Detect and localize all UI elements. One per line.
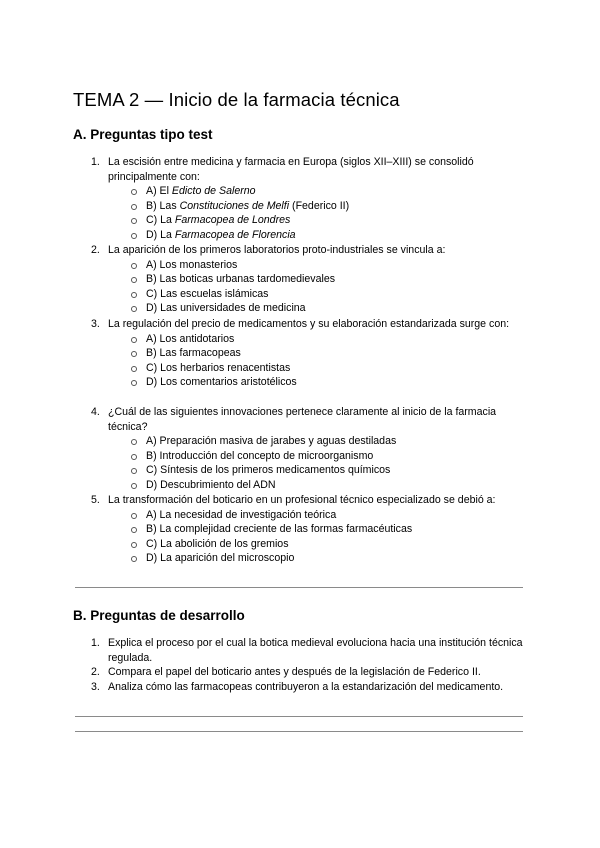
option-b: B) Introducción del concepto de microorganismo [128,449,531,464]
question-text: La transformación del boticario en un profesional técnico especializado se debió a: [108,494,496,506]
circle-bullet-icon [131,483,137,489]
circle-bullet-icon [131,233,137,239]
question-3 [91,317,531,390]
question-text: La regulación del precio de medicamentos y su elaboración estandarizada surge con: [108,318,510,330]
question-number: 1. [91,637,100,649]
circle-bullet-icon [131,542,137,548]
option-a: A) Los monasterios [128,258,531,273]
circle-bullet-icon [131,292,137,298]
option-c: C) La abolición de los gremios [128,537,531,552]
question-number: 3. [91,681,100,693]
options-list [91,434,531,492]
option-b: B) La complejidad creciente de las formas farmacéuticas [128,522,531,537]
question-number: 1. [91,156,100,168]
question-5 [91,493,531,566]
options-list [91,332,531,390]
circle-bullet-icon [131,277,137,283]
option-a: A) Preparación masiva de jarabes y aguas destiladas [128,434,531,449]
circle-bullet-icon [131,380,137,386]
answer-line-1 [75,716,523,717]
essay-question-1 [91,636,531,665]
option-a: A) La necesidad de investigación teórica [128,508,531,523]
essay-question-2 [91,665,531,680]
question-text: Compara el papel del boticario antes y después de la legislación de Federico II. [108,666,481,678]
circle-bullet-icon [131,204,137,210]
circle-bullet-icon [131,337,137,343]
circle-bullet-icon [131,556,137,562]
circle-bullet-icon [131,306,137,312]
question-number: 2. [91,244,100,256]
option-d: D) Descubrimiento del ADN [128,478,531,493]
option-d: D) Los comentarios aristotélicos [128,375,531,390]
question-1 [91,155,531,243]
question-text: Analiza cómo las farmacopeas contribuyeron a la estandarización del medicamento. [108,681,504,693]
option-b: B) Las Constituciones de Melfi (Federico II) [128,199,531,214]
circle-bullet-icon [131,468,137,474]
options-list [91,508,531,566]
option-b: B) Las boticas urbanas tardomedievales [128,272,531,287]
question-text: ¿Cuál de las siguientes innovaciones pertenece claramente al inicio de la farmacia técnica? [108,406,497,433]
option-b: B) Las farmacopeas [128,346,531,361]
circle-bullet-icon [131,218,137,224]
horizontal-divider [75,587,523,588]
options-list [91,258,531,316]
question-number: 3. [91,318,100,330]
option-c: C) La Farmacopea de Londres [128,213,531,228]
circle-bullet-icon [131,351,137,357]
option-d: D) La aparición del microscopio [128,551,531,566]
circle-bullet-icon [131,366,137,372]
section-b-heading: B. Preguntas de desarrollo [73,608,245,623]
question-text: La escisión entre medicina y farmacia en Europa (siglos XII–XIII) se consolidó principalmente con: [108,156,474,183]
question-4 [91,405,531,493]
question-text: La aparición de los primeros laboratorios proto-industriales se vincula a: [108,244,446,256]
question-text: Explica el proceso por el cual la botica medieval evoluciona hacia una institución técnica regulada. [108,637,523,664]
circle-bullet-icon [131,527,137,533]
option-c: C) Los herbarios renacentistas [128,361,531,376]
circle-bullet-icon [131,189,137,195]
essay-question-3 [91,680,531,695]
circle-bullet-icon [131,439,137,445]
option-a: A) El Edicto de Salerno [128,184,531,199]
question-number: 5. [91,494,100,506]
circle-bullet-icon [131,513,137,519]
option-c: C) Las escuelas islámicas [128,287,531,302]
circle-bullet-icon [131,454,137,460]
options-list [91,184,531,242]
option-d: D) La Farmacopea de Florencia [128,228,531,243]
option-c: C) Síntesis de los primeros medicamentos químicos [128,463,531,478]
circle-bullet-icon [131,263,137,269]
question-2 [91,243,531,316]
option-a: A) Los antidotarios [128,332,531,347]
answer-line-2 [75,731,523,732]
option-d: D) Las universidades de medicina [128,301,531,316]
question-number: 2. [91,666,100,678]
page-title: TEMA 2 — Inicio de la farmacia técnica [73,89,400,110]
question-number: 4. [91,406,100,418]
section-a-heading: A. Preguntas tipo test [73,127,213,142]
